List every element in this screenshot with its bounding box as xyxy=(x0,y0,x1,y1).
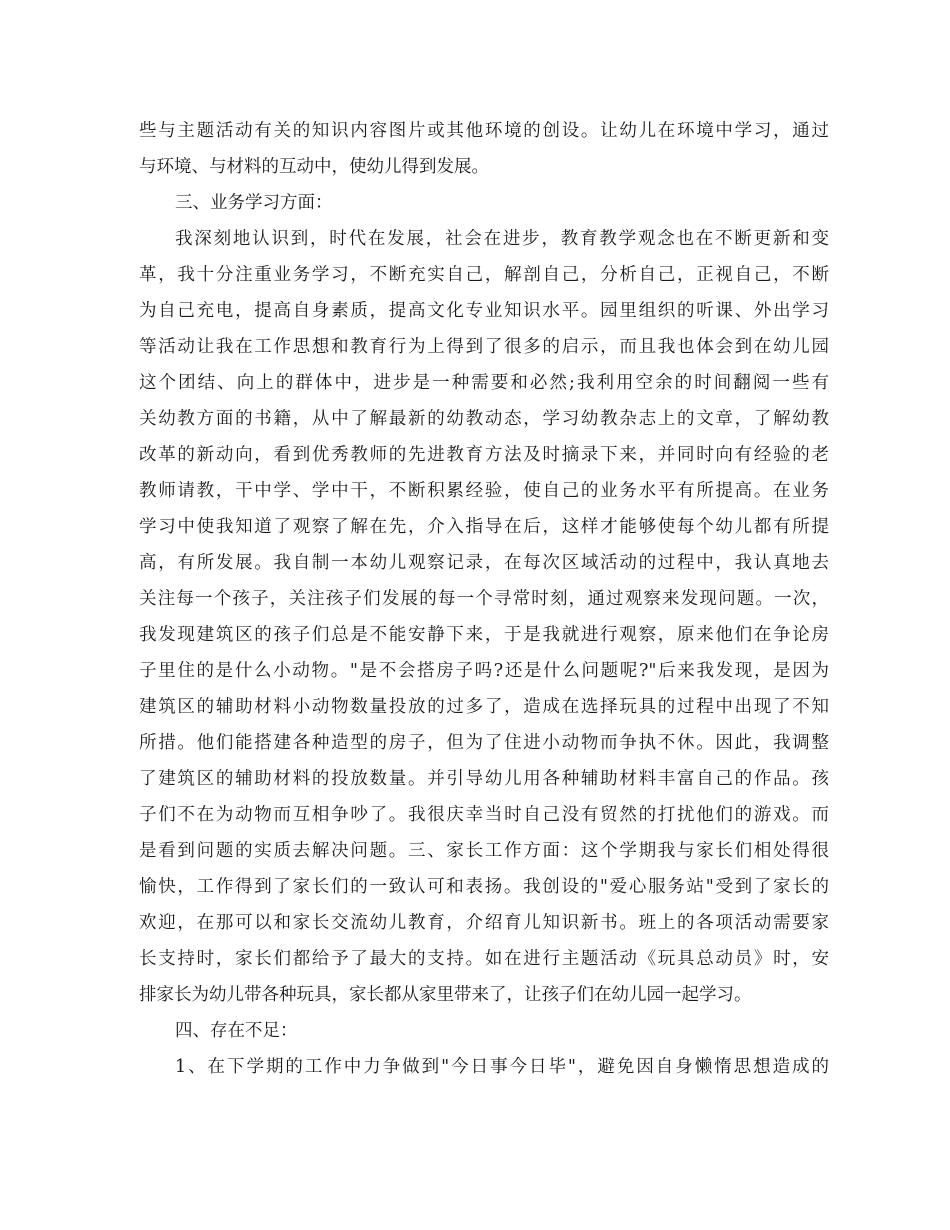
text-line: 改革的新动向，看到优秀教师的先进教育方法及时摘录下来，并同时向有经验的老 xyxy=(139,445,829,465)
text-line: 欢迎，在那可以和家长交流幼儿教育，介绍育儿知识新书。班上的各项活动需要家 xyxy=(139,913,829,933)
section-heading: 四、存在不足： xyxy=(175,1021,298,1041)
text-line: 革，我十分注重业务学习，不断充实自己，解剖自己，分析自己，正视自己，不断 xyxy=(139,265,829,285)
text-line: 学习中使我知道了观察了解在先，介入指导在后，这样才能够使每个幼儿都有所提 xyxy=(139,517,829,537)
text-line: 是看到问题的实质去解决问题。三、家长工作方面：这个学期我与家长们相处得很 xyxy=(139,841,829,861)
text-line: 了建筑区的辅助材料的投放数量。并引导幼儿用各种辅助材料丰富自己的作品。孩 xyxy=(139,769,829,789)
text-line: 我发现建筑区的孩子们总是不能安静下来，于是我就进行观察，原来他们在争论房 xyxy=(139,625,829,645)
text-line: 子们不在为动物而互相争吵了。我很庆幸当时自己没有贸然的打扰他们的游戏。而 xyxy=(139,805,829,825)
text-line: 等活动让我在工作思想和教育行为上得到了很多的启示，而且我也体会到在幼儿园 xyxy=(139,337,829,357)
text-line: 所措。他们能搭建各种造型的房子，但为了住进小动物而争执不休。因此，我调整 xyxy=(139,733,829,753)
text-line: 高，有所发展。我自制一本幼儿观察记录，在每次区域活动的过程中，我认真地去 xyxy=(139,553,829,573)
text-line: 关幼教方面的书籍，从中了解最新的幼教动态，学习幼教杂志上的文章，了解幼教 xyxy=(139,409,829,429)
text-line: 建筑区的辅助材料小动物数量投放的过多了，造成在选择玩具的过程中出现了不知 xyxy=(139,697,829,717)
text-line: 排家长为幼儿带各种玩具，家长都从家里带来了，让孩子们在幼儿园一起学习。 xyxy=(139,985,752,1005)
text-line: 我深刻地认识到，时代在发展，社会在进步，教育教学观念也在不断更新和变 xyxy=(175,229,829,249)
list-item: 1、在下学期的工作中力争做到"今日事今日毕"，避免因自身懒惰思想造成的 xyxy=(175,1057,829,1077)
text-line: 这个团结、向上的群体中，进步是一种需要和必然;我利用空余的时间翻阅一些有 xyxy=(139,373,829,393)
text-line: 教师请教，干中学、学中干，不断积累经验，使自己的业务水平有所提高。在业务 xyxy=(139,481,829,501)
text-line: 愉快，工作得到了家长们的一致认可和表扬。我创设的"爱心服务站"受到了家长的 xyxy=(139,877,829,897)
text-line: 与环境、与材料的互动中，使幼儿得到发展。 xyxy=(139,157,489,177)
section-heading: 三、业务学习方面： xyxy=(175,193,333,213)
text-line: 些与主题活动有关的知识内容图片或其他环境的创设。让幼儿在环境中学习，通过 xyxy=(139,121,829,141)
text-line: 为自己充电，提高自身素质，提高文化专业知识水平。园里组织的听课、外出学习 xyxy=(139,301,829,321)
text-line: 长支持时，家长们都给予了最大的支持。如在进行主题活动《玩具总动员》时，安 xyxy=(139,949,829,969)
text-line: 子里住的是什么小动物。"是不会搭房子吗?还是什么问题呢?"后来我发现，是因为 xyxy=(139,661,829,681)
text-line: 关注每一个孩子，关注孩子们发展的每一个寻常时刻，通过观察来发现问题。一次， xyxy=(139,589,829,609)
